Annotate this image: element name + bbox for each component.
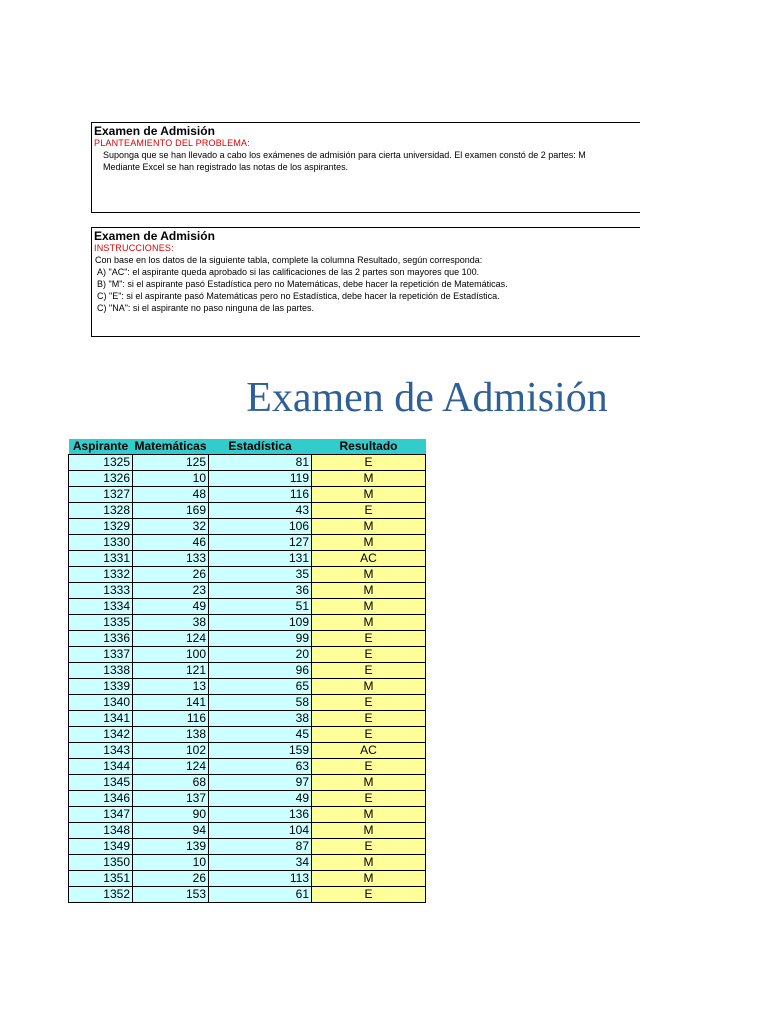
table-row [69,679,426,695]
instructions-box-subtitle: INSTRUCCIONES: [94,243,174,253]
table-row [69,471,426,487]
table-row [69,519,426,535]
aspirante-cell[interactable]: 1327 [69,487,133,503]
results-table [68,439,426,903]
estadistica-cell[interactable]: 127 [209,535,312,551]
estadistica-cell[interactable]: 63 [209,759,312,775]
table-row [69,759,426,775]
table-row [69,807,426,823]
table-row [69,647,426,663]
matematicas-cell[interactable]: 46 [133,535,209,551]
estadistica-cell[interactable]: 65 [209,679,312,695]
aspirante-cell[interactable]: 1325 [69,455,133,471]
estadistica-cell[interactable]: 87 [209,839,312,855]
matematicas-cell[interactable]: 116 [133,711,209,727]
resultado-cell[interactable]: E [312,663,426,679]
aspirante-cell[interactable]: 1342 [69,727,133,743]
estadistica-cell[interactable]: 49 [209,791,312,807]
resultado-cell[interactable]: E [312,503,426,519]
matematicas-cell[interactable]: 10 [133,471,209,487]
matematicas-cell[interactable]: 102 [133,743,209,759]
resultado-cell[interactable]: E [312,455,426,471]
matematicas-cell[interactable]: 32 [133,519,209,535]
matematicas-cell[interactable]: 94 [133,823,209,839]
problem-box-title: Examen de Admisión [94,124,215,138]
aspirante-cell[interactable]: 1329 [69,519,133,535]
estadistica-cell[interactable]: 96 [209,663,312,679]
resultado-cell[interactable]: E [312,695,426,711]
resultado-cell[interactable]: M [312,535,426,551]
matematicas-cell[interactable]: 26 [133,567,209,583]
matematicas-cell[interactable]: 124 [133,631,209,647]
aspirante-cell[interactable]: 1347 [69,807,133,823]
column-header-resultado[interactable]: Resultado [312,439,426,455]
aspirante-cell[interactable]: 1344 [69,759,133,775]
estadistica-cell[interactable]: 109 [209,615,312,631]
aspirante-cell[interactable]: 1330 [69,535,133,551]
estadistica-cell[interactable]: 131 [209,551,312,567]
estadistica-cell[interactable]: 43 [209,503,312,519]
resultado-cell[interactable]: E [312,711,426,727]
instruction-line: C) "E": si el aspirante pasó Matemáticas pero no Estadística, debe hacer la repetición de Estadística. [97,291,500,301]
resultado-cell[interactable]: M [312,679,426,695]
aspirante-cell[interactable]: 1340 [69,695,133,711]
estadistica-cell[interactable]: 35 [209,567,312,583]
estadistica-cell[interactable]: 97 [209,775,312,791]
matematicas-cell[interactable]: 125 [133,455,209,471]
table-row [69,663,426,679]
table-row [69,631,426,647]
matematicas-cell[interactable]: 23 [133,583,209,599]
column-header-aspirante[interactable]: Aspirante [69,439,133,455]
table-row [69,503,426,519]
aspirante-cell[interactable]: 1346 [69,791,133,807]
estadistica-cell[interactable]: 34 [209,855,312,871]
resultado-cell[interactable]: M [312,855,426,871]
resultado-cell[interactable]: M [312,567,426,583]
resultado-cell[interactable]: E [312,839,426,855]
aspirante-cell[interactable]: 1349 [69,839,133,855]
estadistica-cell[interactable]: 136 [209,807,312,823]
resultado-cell[interactable]: M [312,583,426,599]
estadistica-cell[interactable]: 36 [209,583,312,599]
aspirante-cell[interactable]: 1336 [69,631,133,647]
table-header-row [69,439,426,455]
problem-line: Suponga que se han llevado a cabo los exámenes de admisión para cierta universidad. El examen constó de 2 partes: M [103,150,586,160]
estadistica-cell[interactable]: 58 [209,695,312,711]
aspirante-cell[interactable]: 1335 [69,615,133,631]
matematicas-cell[interactable]: 124 [133,759,209,775]
column-header-matematicas[interactable]: Matemáticas [134,439,207,453]
aspirante-cell[interactable]: 1328 [69,503,133,519]
resultado-cell[interactable]: M [312,807,426,823]
table-row [69,535,426,551]
table-row [69,791,426,807]
problem-box-subtitle: PLANTEAMIENTO DEL PROBLEMA: [94,138,250,148]
problem-line: Mediante Excel se han registrado las notas de los aspirantes. [103,162,349,172]
matematicas-cell[interactable]: 169 [133,503,209,519]
estadistica-cell[interactable]: 104 [209,823,312,839]
table-row [69,855,426,871]
table-body [69,455,426,903]
table-row [69,839,426,855]
instructions-box-title: Examen de Admisión [94,229,215,243]
resultado-cell[interactable]: E [312,631,426,647]
instruction-line: A) "AC": el aspirante queda aprobado si las calificaciones de las 2 partes son mayores que 100. [97,267,480,277]
table-row [69,615,426,631]
aspirante-cell[interactable]: 1338 [69,663,133,679]
matematicas-cell[interactable]: 153 [133,887,209,903]
aspirante-cell[interactable]: 1331 [69,551,133,567]
resultado-cell[interactable]: AC [312,743,426,759]
aspirante-cell[interactable]: 1345 [69,775,133,791]
table-row [69,871,426,887]
matematicas-cell[interactable]: 121 [133,663,209,679]
matematicas-cell[interactable]: 133 [133,551,209,567]
estadistica-cell[interactable]: 81 [209,455,312,471]
estadistica-cell[interactable]: 20 [209,647,312,663]
matematicas-cell[interactable]: 137 [133,791,209,807]
problem-statement-box [91,122,640,213]
aspirante-cell[interactable]: 1351 [69,871,133,887]
estadistica-cell[interactable]: 38 [209,711,312,727]
matematicas-cell[interactable]: 48 [133,487,209,503]
matematicas-cell[interactable]: 49 [133,599,209,615]
table-row [69,711,426,727]
aspirante-cell[interactable]: 1339 [69,679,133,695]
matematicas-cell[interactable]: 100 [133,647,209,663]
estadistica-cell[interactable]: 106 [209,519,312,535]
resultado-cell[interactable]: E [312,887,426,903]
instruction-line: C) "NA": si el aspirante no paso ninguna de las partes. [97,303,315,313]
aspirante-cell[interactable]: 1337 [69,647,133,663]
instructions-box [91,227,640,337]
matematicas-cell[interactable]: 38 [133,615,209,631]
resultado-cell[interactable]: M [312,487,426,503]
estadistica-cell[interactable]: 113 [209,871,312,887]
table-row [69,567,426,583]
table-row [69,743,426,759]
instruction-line: B) "M": si el aspirante pasó Estadística pero no Matemáticas, debe hacer la repetición de Matemáticas. [97,279,508,289]
matematicas-cell[interactable]: 13 [133,679,209,695]
page-heading: Examen de Admisión [246,375,608,421]
matematicas-cell[interactable]: 90 [133,807,209,823]
aspirante-cell[interactable]: 1348 [69,823,133,839]
aspirante-cell[interactable]: 1341 [69,711,133,727]
resultado-cell[interactable]: M [312,471,426,487]
table-row [69,487,426,503]
matematicas-cell[interactable]: 68 [133,775,209,791]
matematicas-cell[interactable]: 139 [133,839,209,855]
instruction-line: Con base en los datos de la siguiente tabla, complete la columna Resultado, según corresponda: [95,255,483,265]
aspirante-cell[interactable]: 1334 [69,599,133,615]
table-row [69,695,426,711]
resultado-cell[interactable]: M [312,775,426,791]
estadistica-cell[interactable]: 119 [209,471,312,487]
estadistica-cell[interactable]: 159 [209,743,312,759]
estadistica-cell[interactable]: 116 [209,487,312,503]
matematicas-cell[interactable]: 10 [133,855,209,871]
table-row [69,599,426,615]
aspirante-cell[interactable]: 1333 [69,583,133,599]
resultado-cell[interactable]: E [312,647,426,663]
table-row [69,775,426,791]
column-header-estadistica[interactable]: Estadística [209,439,312,455]
table-row [69,727,426,743]
estadistica-cell[interactable]: 99 [209,631,312,647]
estadistica-cell[interactable]: 45 [209,727,312,743]
aspirante-cell[interactable]: 1352 [69,887,133,903]
matematicas-cell[interactable]: 138 [133,727,209,743]
table-row [69,887,426,903]
table-row [69,455,426,471]
aspirante-cell[interactable]: 1350 [69,855,133,871]
estadistica-cell[interactable]: 51 [209,599,312,615]
table-row [69,583,426,599]
estadistica-cell[interactable]: 61 [209,887,312,903]
resultado-cell[interactable]: M [312,871,426,887]
matematicas-cell[interactable]: 141 [133,695,209,711]
table-row [69,823,426,839]
aspirante-cell[interactable]: 1343 [69,743,133,759]
resultado-cell[interactable]: M [312,519,426,535]
resultado-cell[interactable]: E [312,727,426,743]
aspirante-cell[interactable]: 1326 [69,471,133,487]
resultado-cell[interactable]: M [312,823,426,839]
resultado-cell[interactable]: M [312,599,426,615]
resultado-cell[interactable]: M [312,615,426,631]
matematicas-cell[interactable]: 26 [133,871,209,887]
aspirante-cell[interactable]: 1332 [69,567,133,583]
resultado-cell[interactable]: E [312,759,426,775]
table-row [69,551,426,567]
resultado-cell[interactable]: E [312,791,426,807]
resultado-cell[interactable]: AC [312,551,426,567]
